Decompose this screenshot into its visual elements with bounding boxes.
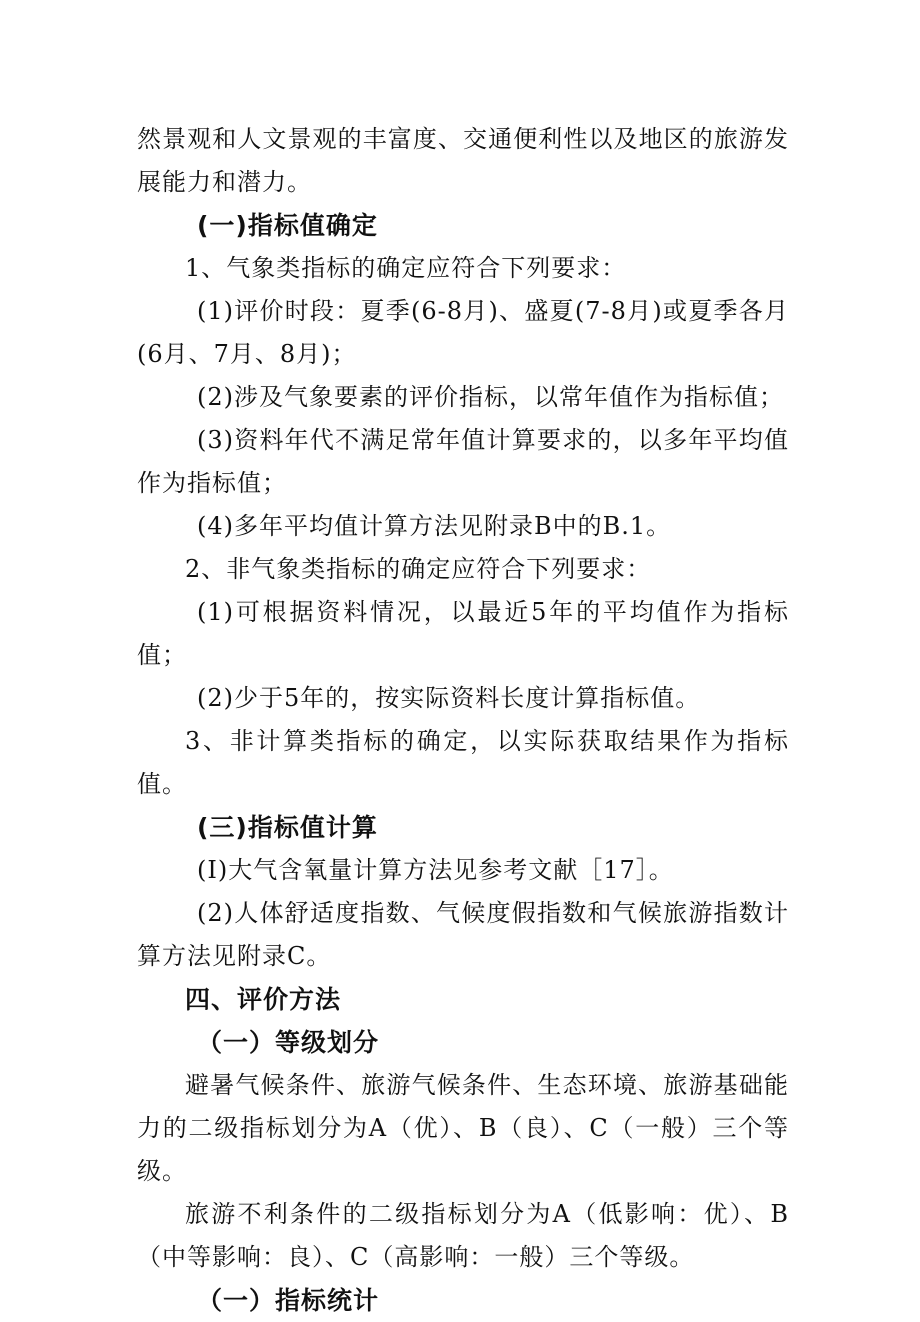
paragraph-five-year-average: (1)可根据资料情况，以最近5年的平均值作为指标值； bbox=[137, 598, 789, 669]
section-heading-indicator-statistics: （一）指标统计 bbox=[197, 1286, 380, 1315]
paragraph-meteorological-requirements: 1、气象类指标的确定应符合下列要求： bbox=[185, 254, 627, 282]
paragraph-actual-data-length: (2)少于5年的，按实际资料长度计算指标值。 bbox=[197, 684, 701, 712]
paragraph-evaluation-period: (1)评价时段：夏季(6-8月)、盛夏(7-8月)或夏季各月(6月、7月、8月)； bbox=[137, 297, 789, 368]
paragraph-appendix-b-reference: (4)多年平均值计算方法见附录B中的B.1。 bbox=[197, 512, 672, 540]
chapter-heading-evaluation-method: 四、评价方法 bbox=[185, 985, 342, 1014]
paragraph-continuation: 然景观和人文景观的丰富度、交通便利性以及地区的旅游发展能力和潜力。 bbox=[137, 125, 789, 196]
paragraph-comfort-index-method: (2)人体舒适度指数、气候度假指数和气候旅游指数计算方法见附录C。 bbox=[137, 899, 789, 970]
paragraph-multiyear-average: (3)资料年代不满足常年值计算要求的，以多年平均值作为指标值； bbox=[137, 426, 789, 497]
paragraph-noncalculated-indicators: 3、非计算类指标的确定，以实际获取结果作为指标值。 bbox=[137, 727, 789, 798]
document-body bbox=[137, 118, 789, 1322]
section-heading-indicator-value-calculation: (三)指标值计算 bbox=[197, 813, 378, 842]
paragraph-normal-values: (2)涉及气象要素的评价指标，以常年值作为指标值； bbox=[197, 383, 784, 411]
section-heading-grade-classification: （一）等级划分 bbox=[197, 1028, 380, 1057]
paragraph-secondary-indicator-grades: 避暑气候条件、旅游气候条件、生态环境、旅游基础能力的二级指标划分为A（优）、B（良）、C（一般）三个等级。 bbox=[137, 1071, 789, 1185]
paragraph-nonmeteorological-requirements: 2、非气象类指标的确定应符合下列要求： bbox=[185, 555, 652, 583]
paragraph-oxygen-content-method: (I)大气含氧量计算方法见参考文献［17］。 bbox=[197, 856, 674, 884]
paragraph-unfavorable-condition-grades: 旅游不利条件的二级指标划分为A（低影响：优）、B（中等影响：良）、C（高影响：一般）三个等级。 bbox=[137, 1200, 789, 1271]
section-heading-indicator-value-determination: (一)指标值确定 bbox=[197, 211, 378, 240]
